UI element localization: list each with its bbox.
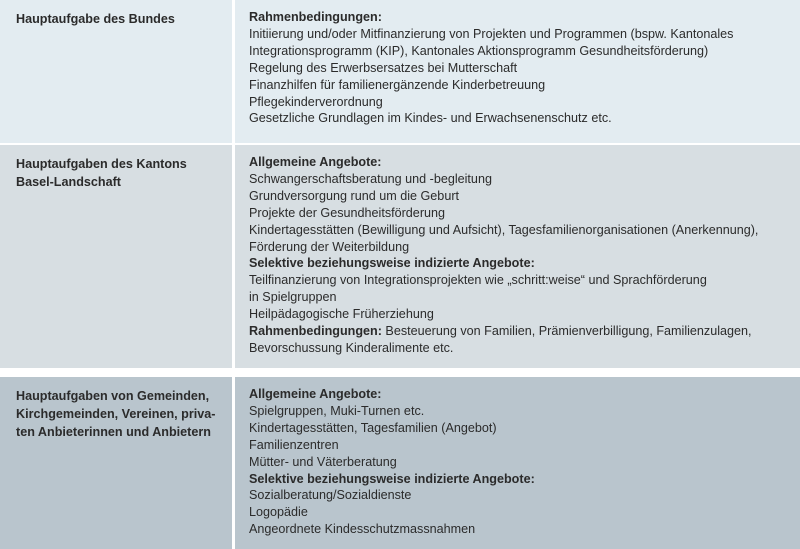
content-line: Projekte der Gesundheitsförderung <box>249 205 446 220</box>
content-cell <box>235 377 800 549</box>
content-lines <box>235 377 800 538</box>
content-line: Mütter- und Väterberatung <box>249 454 397 469</box>
section-label: Selektive beziehungsweise indizierte Angebote: <box>249 471 535 486</box>
row-bund <box>0 0 800 143</box>
content-line: Logopädie <box>249 505 308 520</box>
content-lines <box>235 145 800 357</box>
content-cell <box>235 145 800 368</box>
content-line: Kindertagesstätten, Tagesfamilien (Angebot) <box>249 420 497 435</box>
section-label: Allgemeine Angebote: <box>249 155 382 169</box>
content-lines <box>235 0 800 127</box>
content-line: in Spielgruppen <box>249 290 337 305</box>
content-line: Familienzentren <box>249 437 339 452</box>
content-line: Angeordnete Kindesschutzmassnahmen <box>249 522 476 537</box>
heading-cell <box>0 0 232 143</box>
row-heading-line: Basel-Landschaft <box>16 175 121 189</box>
content-line: Pflegekinderverordnung <box>249 94 383 109</box>
row-heading <box>0 377 232 441</box>
row-heading-line: ten Anbieterinnen und Anbietern <box>16 425 211 439</box>
content-line: Gesetzliche Grundlagen im Kindes- und Erwachsenenschutz etc. <box>249 111 612 126</box>
row-gemeinden <box>0 377 800 549</box>
content-line: Teilfinanzierung von Integrationsprojekten wie „schritt:weise“ und Sprachförderung <box>249 273 707 288</box>
content-line <box>249 323 790 340</box>
content-line: Regelung des Erwerbsersatzes bei Mutterschaft <box>249 60 518 75</box>
section-label: Rahmenbedingungen: <box>249 324 382 339</box>
content-line: Kindertagesstätten (Bewilligung und Aufsicht), Tagesfamilienorganisationen (Anerkennung), <box>249 222 759 237</box>
content-line: Schwangerschaftsberatung und -begleitung <box>249 171 492 186</box>
row-heading-line: Hauptaufgaben von Gemeinden, <box>16 389 210 403</box>
heading-cell <box>0 377 232 549</box>
row-kanton <box>0 145 800 368</box>
row-heading: Hauptaufgabe des Bundes <box>16 12 175 26</box>
content-text: Besteuerung von Familien, Prämienverbilligung, Familienzulagen, <box>381 324 752 339</box>
content-cell <box>235 0 800 143</box>
row-heading-line: Kirchgemeinden, Vereinen, priva- <box>16 407 216 421</box>
content-line: Integrationsprogramm (KIP), Kantonales Aktionsprogramm Gesundheitsförderung) <box>249 43 709 58</box>
section-label: Rahmenbedingungen: <box>249 10 382 24</box>
content-line: Bevorschussung Kinderalimente etc. <box>249 340 454 355</box>
content-line: Heilpädagogische Früherziehung <box>249 307 434 322</box>
row-heading <box>0 145 232 191</box>
content-line: Finanzhilfen für familienergänzende Kinderbetreuung <box>249 77 546 92</box>
section-label: Allgemeine Angebote: <box>249 387 382 401</box>
content-line: Spielgruppen, Muki-Turnen etc. <box>249 403 425 418</box>
content-line: Förderung der Weiterbildung <box>249 239 410 254</box>
content-line: Grundversorgung rund um die Geburt <box>249 188 460 203</box>
heading-cell <box>0 145 232 368</box>
row-heading-line: Hauptaufgaben des Kantons <box>16 157 187 171</box>
content-line: Sozialberatung/Sozialdienste <box>249 488 412 503</box>
content-line: Initiierung und/oder Mitfinanzierung von Projekten und Programmen (bspw. Kantonales <box>249 26 734 41</box>
section-label: Selektive beziehungsweise indizierte Angebote: <box>249 256 535 271</box>
